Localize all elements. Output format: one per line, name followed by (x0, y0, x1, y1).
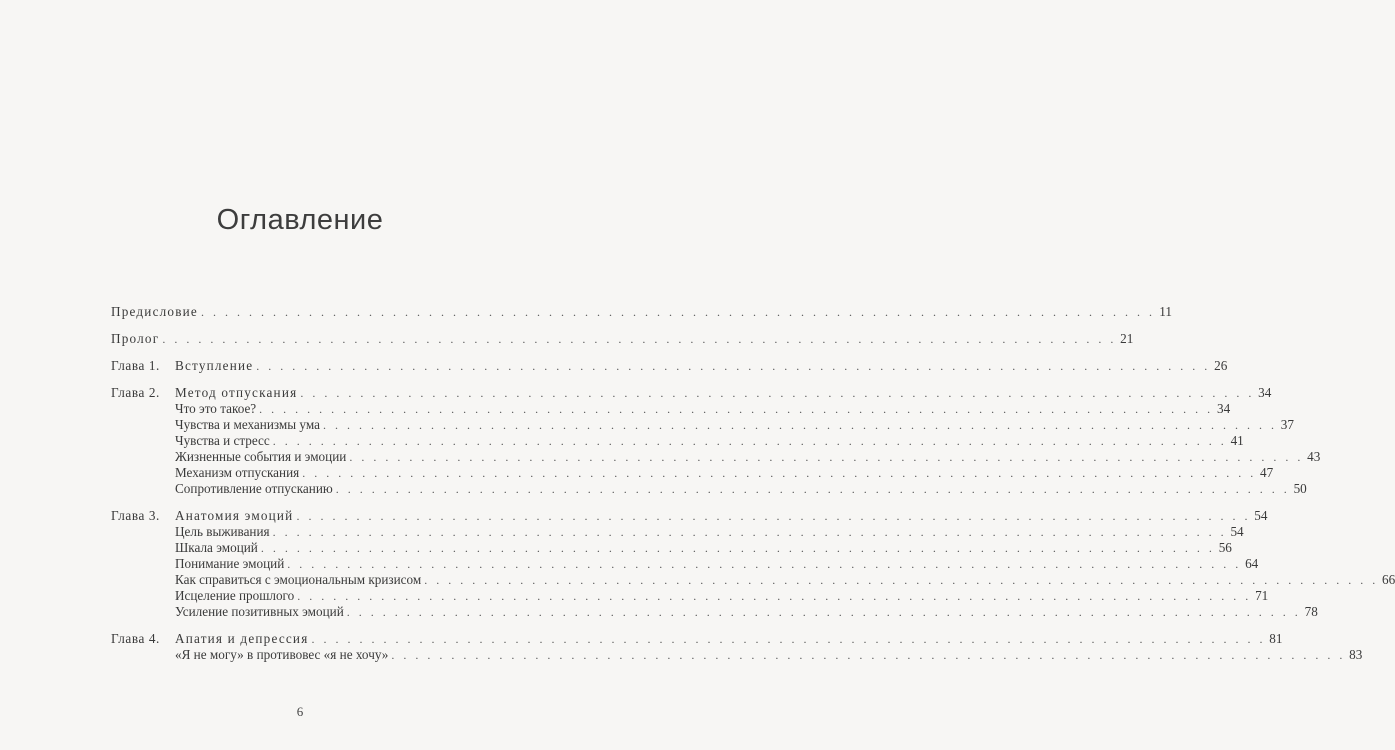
chapter-label: Глава 2. (111, 385, 160, 400)
dot-leader: . . . . . . . . . . . . . . . . . . . . . . . . . . . . . . . . . . . . . . . . . . . . . . . . . . . . . . . . . . . . . . . . . . . . . . . . . . . . . . . . (349, 450, 1304, 464)
chapter-page: 54 (1254, 508, 1268, 523)
section-title: Шкала эмоций (175, 540, 258, 555)
section-title: Механизм отпускания (175, 465, 300, 480)
toc-section[interactable] (111, 572, 1395, 588)
dot-leader: . . . . . . . . . . . . . . . . . . . . . . . . . . . . . . . . . . . . . . . . . . . . . . . . . . . . . . . . . . . . . . . . . . . . . . . . . . . . . . . . (272, 434, 1227, 448)
chapter-label: Глава 3. (111, 508, 160, 523)
section-page: 37 (1280, 417, 1294, 432)
section-title: Чувства и механизмы ума (175, 417, 320, 432)
section-page: 47 (1260, 465, 1274, 480)
chapter-page: 34 (1258, 385, 1272, 400)
section-page: 56 (1218, 540, 1232, 555)
dot-leader: . . . . . . . . . . . . . . . . . . . . . . . . . . . . . . . . . . . . . . . . . . . . . . . . . . . . . . . . . . . . . . . . . . . . . . . . . . . . . . . . (287, 557, 1242, 571)
dot-leader: . . . . . . . . . . . . . . . . . . . . . . . . . . . . . . . . . . . . . . . . . . . . . . . . . . . . . . . . . . . . . . . . . . . . . . . . . . . . . . . . (200, 305, 1155, 319)
section-title: Что это такое? (175, 401, 257, 416)
dot-leader: . . . . . . . . . . . . . . . . . . . . . . . . . . . . . . . . . . . . . . . . . . . . . . . . . . . . . . . . . . . . . . . . . . . . . . . . . . . . . . . . (346, 605, 1301, 619)
dot-leader: . . . . . . . . . . . . . . . . . . . . . . . . . . . . . . . . . . . . . . . . . . . . . . . . . . . . . . . . . . . . . . . . . . . . . . . . . . . . . . . . (424, 573, 1379, 587)
section-page: 54 (1230, 524, 1244, 539)
dot-leader: . . . . . . . . . . . . . . . . . . . . . . . . . . . . . . . . . . . . . . . . . . . . . . . . . . . . . . . . . . . . . . . . . . . . . . . . . . . . . . . . (302, 466, 1257, 480)
toc-section[interactable] (111, 647, 1363, 663)
dot-leader: . . . . . . . . . . . . . . . . . . . . . . . . . . . . . . . . . . . . . . . . . . . . . . . . . . . . . . . . . . . . . . . . . . . . . . . . . . . . . . . . (296, 509, 1251, 523)
section-title: Исцеление прошлого (175, 588, 295, 603)
chapter-title: Апатия и депрессия (175, 631, 309, 646)
section-title: Цель выживания (175, 524, 270, 539)
page-title: Оглавление (216, 204, 384, 236)
section-title: Как справиться с эмоциональным кризисом (175, 572, 422, 587)
chapter-label: Глава 1. (111, 358, 160, 373)
section-page: 34 (1216, 401, 1231, 416)
chapter-label: Глава 4. (111, 631, 160, 646)
dot-leader: . . . . . . . . . . . . . . . . . . . . . . . . . . . . . . . . . . . . . . . . . . . . . . . . . . . . . . . . . . . . . . . . . . . . . . . . . . . . . . . . (297, 589, 1252, 603)
toc-entry-preface[interactable] (111, 304, 1172, 320)
section-title: Понимание эмоций (175, 556, 285, 571)
toc-section[interactable] (111, 465, 1274, 481)
dot-leader: . . . . . . . . . . . . . . . . . . . . . . . . . . . . . . . . . . . . . . . . . . . . . . . . . . . . . . . . . . . . . . . . . . . . . . . . . . . . . . . . (300, 386, 1255, 400)
toc-section[interactable] (111, 481, 1307, 497)
dot-leader: . . . . . . . . . . . . . . . . . . . . . . . . . . . . . . . . . . . . . . . . . . . . . . . . . . . . . . . . . . . . . . . . . . . . . . . . . . . . . . . . (256, 359, 1211, 373)
toc-chapter-1[interactable] (111, 358, 1228, 374)
toc-section[interactable] (111, 540, 1232, 556)
dot-leader: . . . . . . . . . . . . . . . . . . . . . . . . . . . . . . . . . . . . . . . . . . . . . . . . . . . . . . . . . . . . . . . . . . . . . . . . . . . . . . . . (311, 632, 1266, 646)
toc-chapter-2[interactable] (111, 385, 1272, 401)
page-number: 6 (296, 704, 304, 719)
section-page: 43 (1307, 449, 1321, 464)
toc-entry-prologue[interactable] (111, 331, 1134, 347)
section-page: 71 (1255, 588, 1269, 603)
toc-section[interactable] (111, 433, 1244, 449)
section-title: Сопротивление отпусканию (175, 481, 333, 496)
toc-chapter-3[interactable] (111, 508, 1268, 524)
dot-leader: . . . . . . . . . . . . . . . . . . . . . . . . . . . . . . . . . . . . . . . . . . . . . . . . . . . . . . . . . . . . . . . . . . . . . . . . . . . . . . . . (272, 525, 1227, 539)
dot-leader: . . . . . . . . . . . . . . . . . . . . . . . . . . . . . . . . . . . . . . . . . . . . . . . . . . . . . . . . . . . . . . . . . . . . . . . . . . . . . . . . (322, 418, 1277, 432)
dot-leader: . . . . . . . . . . . . . . . . . . . . . . . . . . . . . . . . . . . . . . . . . . . . . . . . . . . . . . . . . . . . . . . . . . . . . . . . . . . . . . . . (260, 541, 1215, 555)
section-page: 83 (1349, 647, 1363, 662)
chapter-title: Метод отпускания (175, 385, 298, 400)
toc-entry-page: 21 (1120, 331, 1134, 346)
toc-entry-title: Пролог (111, 331, 160, 346)
section-page: 64 (1245, 556, 1259, 571)
chapter-title: Вступление (175, 358, 254, 373)
chapter-page: 26 (1214, 358, 1228, 373)
section-page: 66 (1382, 572, 1395, 587)
dot-leader: . . . . . . . . . . . . . . . . . . . . . . . . . . . . . . . . . . . . . . . . . . . . . . . . . . . . . . . . . . . . . . . . . . . . . . . . . . . . . . . . (391, 648, 1346, 662)
section-title: Чувства и стресс (175, 433, 270, 448)
section-title: «Я не могу» в противовес «я не хочу» (175, 647, 389, 662)
dot-leader: . . . . . . . . . . . . . . . . . . . . . . . . . . . . . . . . . . . . . . . . . . . . . . . . . . . . . . . . . . . . . . . . . . . . . . . . . . . . . . . . (335, 482, 1290, 496)
section-title: Усиление позитивных эмоций (175, 604, 344, 619)
toc-section[interactable] (111, 588, 1269, 604)
toc-section[interactable] (111, 556, 1259, 572)
toc-section[interactable] (111, 449, 1321, 465)
dot-leader: . . . . . . . . . . . . . . . . . . . . . . . . . . . . . . . . . . . . . . . . . . . . . . . . . . . . . . . . . . . . . . . . . . . . . . . . . . . . . . . . (259, 402, 1214, 416)
toc-entry-page: 11 (1159, 304, 1172, 319)
dot-leader: . . . . . . . . . . . . . . . . . . . . . . . . . . . . . . . . . . . . . . . . . . . . . . . . . . . . . . . . . . . . . . . . . . . . . . . . . . . . . . . . (162, 332, 1117, 346)
section-title: Жизненные события и эмоции (175, 449, 347, 464)
toc-section[interactable] (111, 401, 1231, 417)
toc-chapter-4[interactable] (111, 631, 1283, 647)
toc-section[interactable] (111, 604, 1318, 620)
chapter-page: 81 (1269, 631, 1283, 646)
chapter-title: Анатомия эмоций (175, 508, 294, 523)
table-of-contents (111, 304, 1395, 663)
section-page: 41 (1230, 433, 1244, 448)
section-page: 50 (1293, 481, 1307, 496)
section-page: 78 (1304, 604, 1318, 619)
toc-section[interactable] (111, 524, 1244, 540)
toc-section[interactable] (111, 417, 1294, 433)
toc-entry-title: Предисловие (111, 304, 198, 319)
